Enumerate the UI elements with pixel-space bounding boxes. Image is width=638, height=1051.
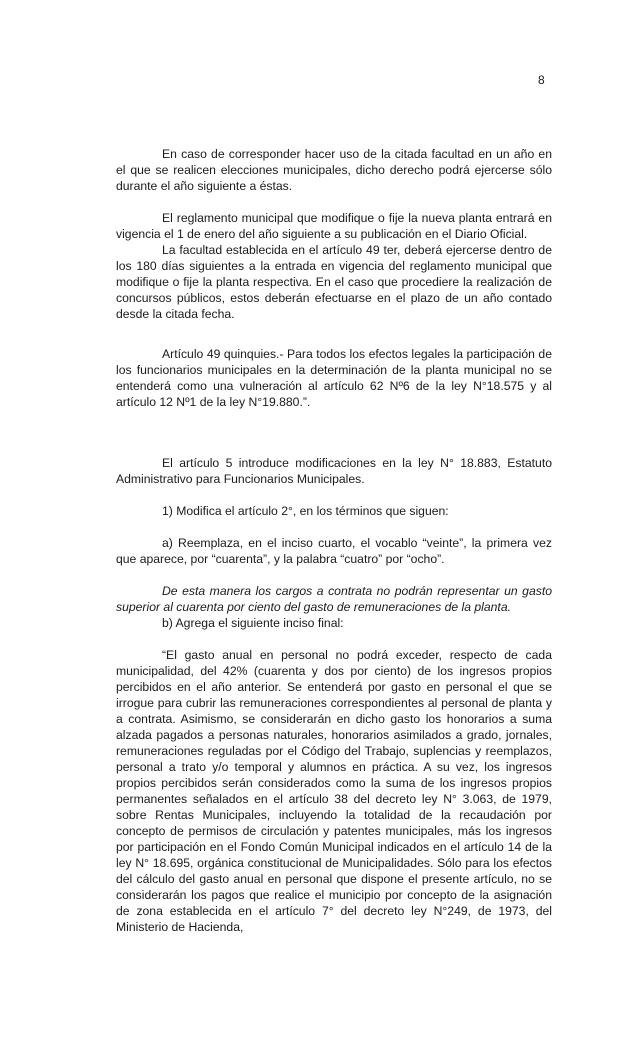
paragraph-vigencia-reglamento: El reglamento municipal que modifique o fije la nueva planta entrará en vigencia el 1 de enero del año siguiente a su publicación en el Diario Oficial. xyxy=(116,211,552,241)
paragraph-facultad-49-ter: La facultad establecida en el artículo 49 ter, deberá ejercerse dentro de los 180 días siguientes a la entrada en vigencia del reglamento municipal que modifique o fije la planta respectiva. En el caso que procediere la realización de concursos públicos, estos deberán efectuarse en el plazo de un año contado desde la citada fecha. xyxy=(116,243,552,321)
page-number: 8 xyxy=(538,73,545,87)
paragraph-articulo-5: El artículo 5 introduce modificaciones en la ley N° 18.883, Estatuto Administrativo para Funcionarios Municipales. xyxy=(116,456,552,486)
paragraph-modifica-articulo-2: 1) Modifica el artículo 2°, en los términos que siguen: xyxy=(162,504,449,518)
paragraph-elecciones: En caso de corresponder hacer uso de la citada facultad en un año en el que se realicen elecciones municipales, dicho derecho podrá ejercerse sólo durante el año siguiente a éstas. xyxy=(116,147,552,193)
paragraph-agrega-inciso: b) Agrega el siguiente inciso final: xyxy=(162,616,344,630)
document-body xyxy=(116,146,552,935)
paragraph-articulo-49-quinquies: Artículo 49 quinquies.- Para todos los efectos legales la participación de los funcionarios municipales en la determinación de la planta municipal no se entenderá como una vulneración al artículo 62 Nº6 de la ley N°18.575 y al artículo 12 Nº1 de la ley N°19.880.”. xyxy=(116,347,552,409)
paragraph-cargos-contrata: De esta manera los cargos a contrata no podrán representar un gasto superior al cuarenta por ciento del gasto de remuneraciones de la planta. xyxy=(116,584,552,614)
paragraph-reemplaza-inciso: a) Reemplaza, en el inciso cuarto, el vocablo “veinte”, la primera vez que aparece, por “cuarenta”, y la palabra “cuatro” por “ocho”. xyxy=(116,536,552,566)
paragraph-gasto-anual: “El gasto anual en personal no podrá exceder, respecto de cada municipalidad, del 42% (cuarenta y dos por ciento) de los ingresos propios percibidos en el año anterior. Se entenderá por gasto en personal el que se irrogue para cubrir las remuneraciones correspondientes al personal de planta y a contrata. Asimismo, se considerarán en dicho gasto los honorarios a suma alzada pagados a personas naturales, honorarios asimilados a grado, jornales, remuneraciones reguladas por el Código del Trabajo, suplencias y reemplazos, personal a trato y/o temporal y alumnos en práctica. A su vez, los ingresos propios percibidos serán considerados como la suma de los ingresos propios permanentes señalados en el artículo 38 del decreto ley N° 3.063, de 1979, sobre Rentas Municipales, incluyendo la totalidad de la recaudación por concepto de permisos de circulación y patentes municipales, más los ingresos por participación en el Fondo Común Municipal indicados en el artículo 14 de la ley N° 18.695, orgánica constitucional de Municipalidades. Sólo para los efectos del cálculo del gasto anual en personal que dispone el presente artículo, no se considerarán los pagos que realice el municipio por concepto de la asignación de zona establecida en el artículo 7° del decreto ley N°249, de 1973, del Ministerio de Hacienda, xyxy=(116,648,552,934)
